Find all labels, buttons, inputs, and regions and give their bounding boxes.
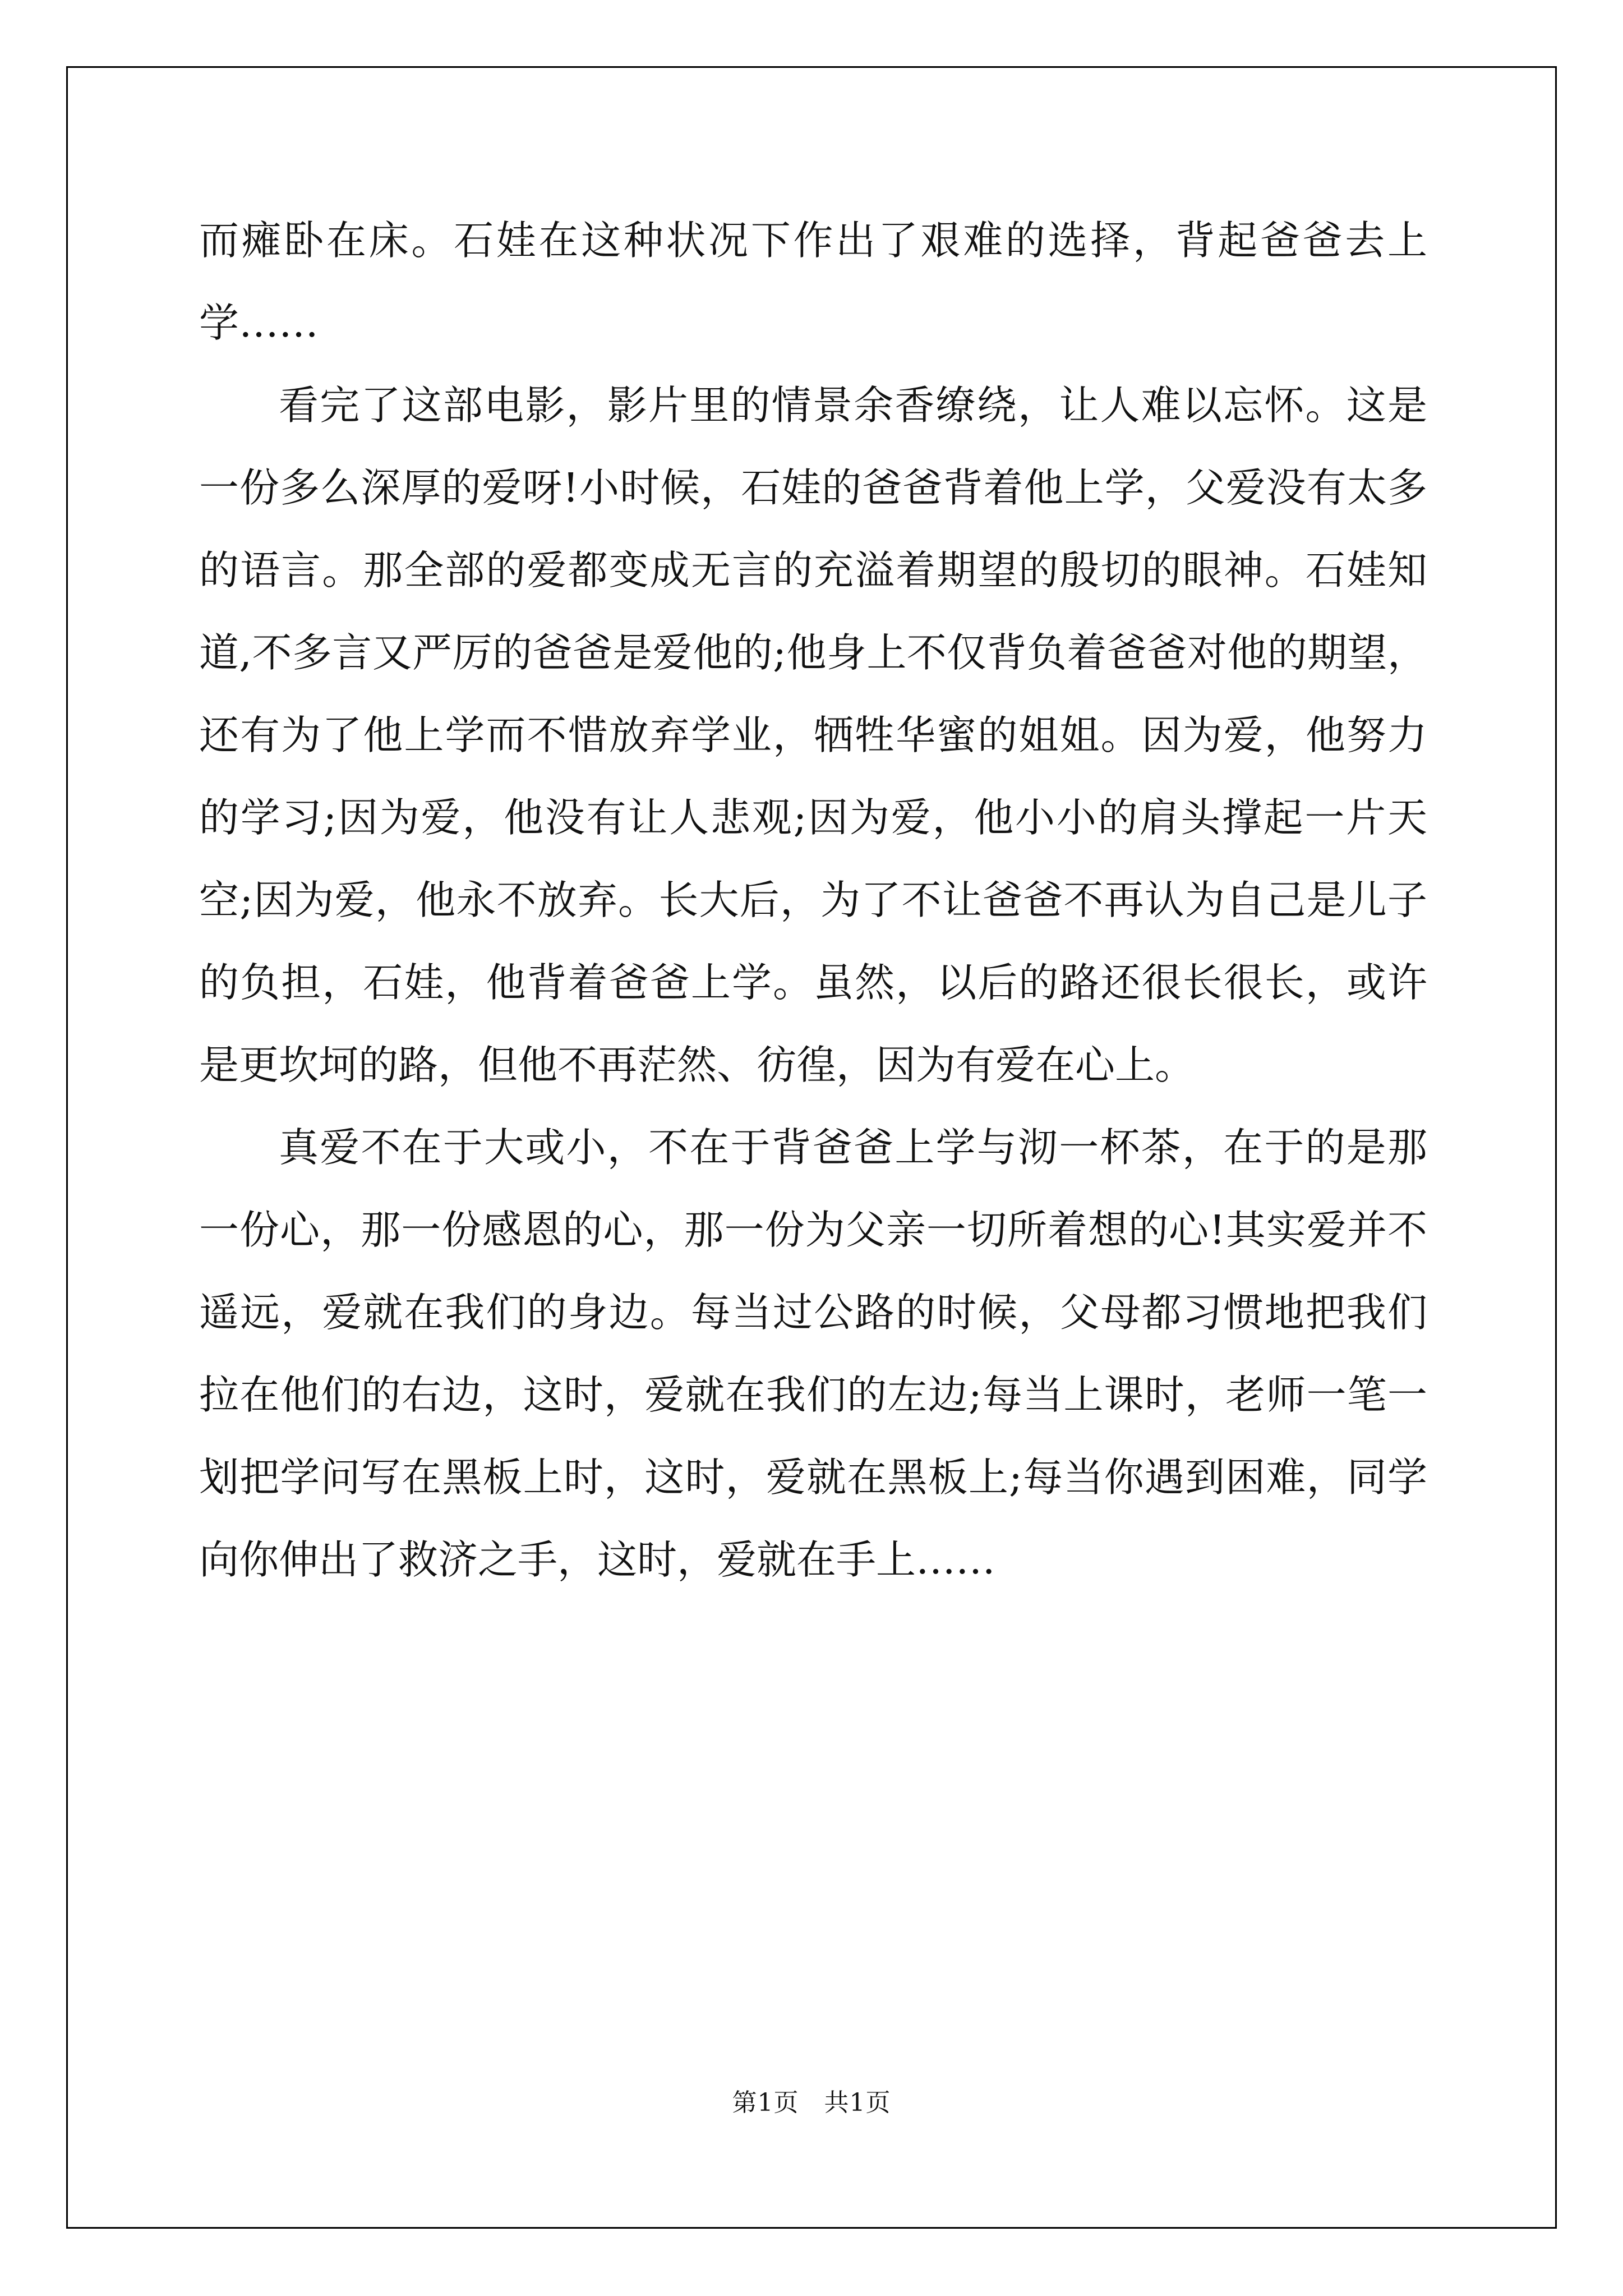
- paragraph: 看完了这部电影，影片里的情景余香缭绕，让人难以忘怀。这是一份多么深厚的爱呀!小时候，石娃的爸爸背着他上学，父爱没有太多的语言。那全部的爱都变成无言的充溢着期望的殷切的眼神。石娃知道,不多言又严厉的爸爸是爱他的;他身上不仅背负着爸爸对他的期望，还有为了他上学而不惜放弃学业，牺牲华蜜的姐姐。因为爱，他努力的学习;因为爱，他没有让人悲观;因为爱，他小小的肩头撑起一片天空;因为爱，他永不放弃。长大后，为了不让爸爸不再认为自己是儿子的负担，石娃，他背着爸爸上学。虽然，以后的路还很长很长，或许是更坎坷的路，但他不再茫然、彷徨，因为有爱在心上。: [199, 382, 1427, 1088]
- document-body: [199, 199, 1427, 1601]
- paragraph: 而瘫卧在床。石娃在这种状况下作出了艰难的选择，背起爸爸去上学……: [199, 217, 1427, 346]
- paragraph: 真爱不在于大或小，不在于背爸爸上学与沏一杯茶，在于的是那一份心，那一份感恩的心，那一份为父亲一切所着想的心!其实爱并不遥远，爱就在我们的身边。每当过公路的时候，父母都习惯地把我们拉在他们的右边，这时，爱就在我们的左边;每当上课时，老师一笔一划把学问写在黑板上时，这时，爱就在黑板上;每当你遇到困难，同学向你伸出了救济之手，这时，爱就在手上……: [199, 1124, 1427, 1583]
- page-footer: 第1页 共1页: [732, 2088, 891, 2117]
